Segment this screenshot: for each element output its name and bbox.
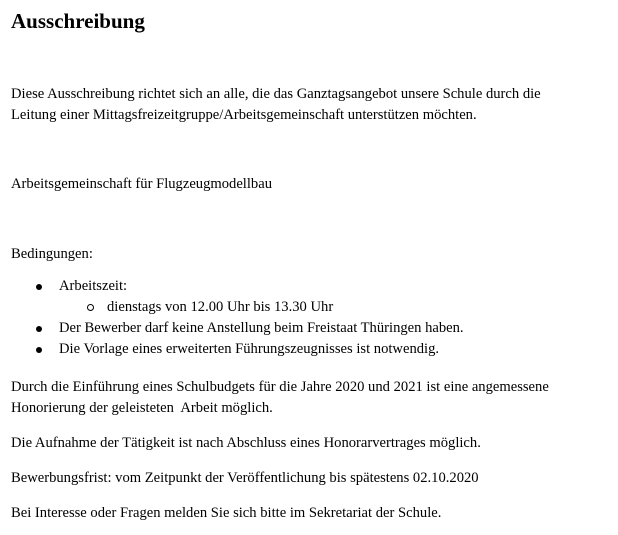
circle-bullet-icon bbox=[87, 304, 94, 311]
list-item-certificate bbox=[11, 339, 464, 360]
bullet-icon bbox=[36, 284, 42, 290]
ag-title: Arbeitsgemeinschaft für Flugzeugmodellbau bbox=[11, 176, 272, 192]
sub-list-item-worktime-detail bbox=[11, 297, 464, 318]
document-title: Ausschreibung bbox=[11, 9, 145, 33]
funding-paragraph bbox=[11, 377, 549, 419]
intro-paragraph bbox=[11, 84, 541, 126]
bullet-icon bbox=[36, 347, 42, 353]
list-item-no-employment bbox=[11, 318, 464, 339]
funding-line-1: Durch die Einführung eines Schulbudgets für die Jahre 2020 und 2021 ist eine angemessene bbox=[11, 379, 549, 395]
bullet-icon bbox=[36, 326, 42, 332]
no-employment-text: Der Bewerber darf keine Anstellung beim Freistaat Thüringen haben. bbox=[59, 320, 464, 336]
certificate-text: Die Vorlage eines erweiterten Führungszeugnisses ist notwendig. bbox=[59, 341, 440, 357]
contact-paragraph: Bei Interesse oder Fragen melden Sie sich bitte im Sekretariat der Schule. bbox=[11, 505, 442, 521]
worktime-detail: dienstags von 12.00 Uhr bis 13.30 Uhr bbox=[107, 299, 334, 315]
aufnahme-paragraph: Die Aufnahme der Tätigkeit ist nach Abschluss eines Honorarvertrages möglich. bbox=[11, 435, 481, 451]
intro-line-1: Diese Ausschreibung richtet sich an alle, die das Ganztagsangebot unsere Schule durch die bbox=[11, 86, 541, 102]
funding-line-2: Honorierung der geleisteten Arbeit möglich. bbox=[11, 400, 273, 416]
deadline-paragraph: Bewerbungsfrist: vom Zeitpunkt der Veröffentlichung bis spätestens 02.10.2020 bbox=[11, 470, 479, 486]
list-item-worktime bbox=[11, 276, 464, 297]
conditions-list bbox=[11, 276, 464, 360]
worktime-label: Arbeitszeit: bbox=[59, 278, 128, 294]
intro-line-2: Leitung einer Mittagsfreizeitgruppe/Arbeitsgemeinschaft unterstützen möchten. bbox=[11, 107, 477, 123]
conditions-label: Bedingungen: bbox=[11, 246, 93, 262]
